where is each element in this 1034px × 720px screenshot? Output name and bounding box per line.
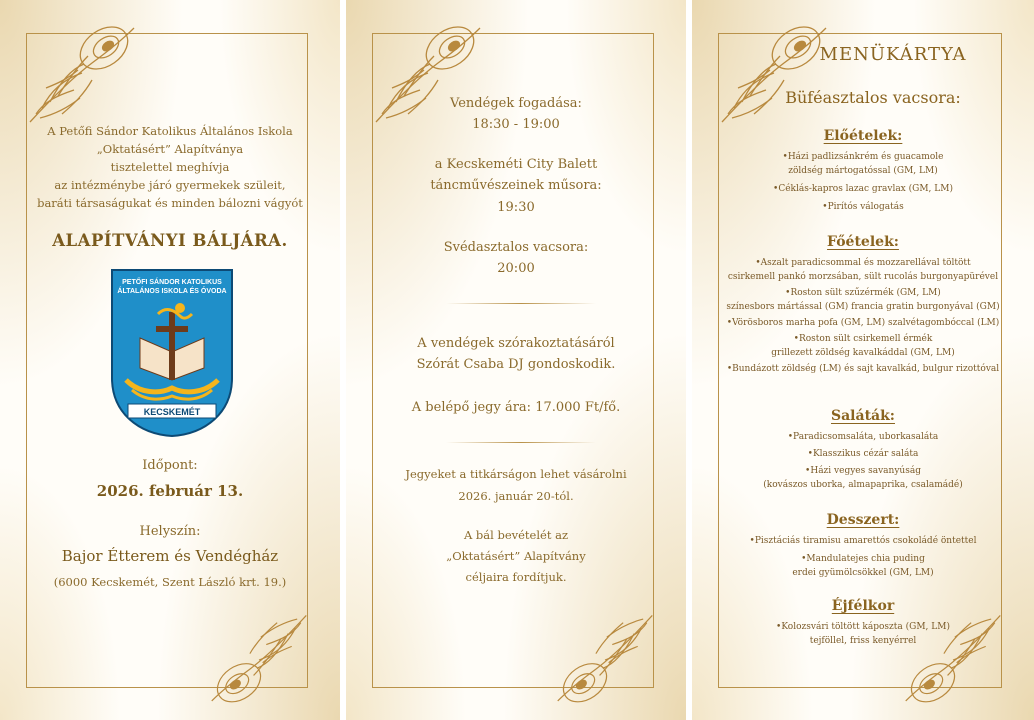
school-crest-icon bbox=[110, 268, 234, 438]
menu-item: •Házi padlizsánkrém és guacamole bbox=[782, 152, 944, 162]
reception-time: 18:30 - 19:00 bbox=[472, 117, 560, 132]
ballet-line: táncművészeinek műsora: bbox=[430, 178, 602, 193]
mains-list bbox=[692, 256, 1034, 376]
menu-item: (kovászos uborka, almapaprika, csalamádé) bbox=[763, 480, 963, 490]
menu-item: tejföllel, friss kenyérrel bbox=[809, 636, 917, 646]
venue-name: Bajor Étterem és Vendégház bbox=[61, 547, 279, 565]
menu-item: grillezett zöldség kavalkáddal (GM, LM) bbox=[771, 348, 955, 358]
menu-item: •Pisztáciás tiramisu amarettós csokoládé öntettel bbox=[749, 536, 977, 546]
peacock-feather-icon bbox=[22, 18, 142, 128]
divider bbox=[446, 442, 596, 443]
menu-item: •Pirítós válogatás bbox=[822, 202, 904, 212]
menu-item: erdei gyümölcsökkel (GM, LM) bbox=[792, 568, 934, 578]
program-panel bbox=[346, 0, 686, 720]
menu-item: •Paradicsomsaláta, uborkasaláta bbox=[787, 432, 939, 442]
dinner-time: 20:00 bbox=[497, 261, 535, 276]
salads-list bbox=[692, 430, 1034, 492]
menu-item: •Klasszikus cézár saláta bbox=[807, 449, 919, 459]
section-heading: Saláták: bbox=[831, 408, 895, 424]
section-heading: Főételek: bbox=[827, 234, 899, 250]
intro-line: A Petőfi Sándor Katolikus Általános Iskola bbox=[47, 124, 293, 138]
tickets-line: 2026. január 20-tól. bbox=[458, 489, 574, 503]
dj-line: Szórát Csaba DJ gondoskodik. bbox=[416, 357, 616, 372]
place-label: Helyszín: bbox=[139, 524, 201, 539]
menu-item: •Roston sült csirkemell érmék bbox=[793, 334, 933, 344]
menu-item: •Roston sült szűzérmék (GM, LM) bbox=[785, 288, 941, 298]
menu-item: •Vörösboros marha pofa (GM, LM) szalvétagombóccal (LM) bbox=[726, 318, 1000, 328]
crest-text: ÁLTALÁNOS ISKOLA ÉS ÓVODA bbox=[117, 288, 227, 295]
crest-text: PETŐFI SÁNDOR KATOLIKUS bbox=[122, 279, 222, 286]
proceeds-line: A bál bevételét az bbox=[463, 528, 569, 542]
menu-item: •Kolozsvári töltött káposzta (GM, LM) bbox=[776, 622, 950, 632]
divider bbox=[446, 303, 596, 304]
menu-item: •Céklás-kapros lazac gravlax (GM, LM) bbox=[773, 184, 953, 194]
ticket-price: A belépő jegy ára: 17.000 Ft/fő. bbox=[411, 400, 621, 415]
menu-item: színesbors mártással (GM) francia gratin burgonyával (GM) bbox=[726, 302, 1000, 312]
starters-list bbox=[692, 150, 1034, 214]
ballet-line: a Kecskeméti City Balett bbox=[434, 157, 598, 172]
event-date: 2026. február 13. bbox=[96, 482, 244, 500]
menu-subtitle: Büféasztalos vacsora: bbox=[785, 88, 961, 107]
crest-text: KECSKEMÉT bbox=[143, 407, 201, 417]
dessert-list bbox=[692, 534, 1034, 580]
reception-label: Vendégek fogadása: bbox=[450, 96, 582, 111]
invitation-intro bbox=[0, 122, 340, 212]
menu-item: zöldség mártogatóssal (GM, LM) bbox=[788, 166, 938, 176]
intro-line: „Oktatásért” Alapítványa bbox=[96, 142, 244, 156]
dinner-label: Svédasztalos vacsora: bbox=[443, 240, 589, 255]
tickets-line: Jegyeket a titkárságon lehet vásárolni bbox=[405, 467, 627, 481]
dj-line: A vendégek szórakoztatásáról bbox=[417, 336, 615, 351]
ballet-time: 19:30 bbox=[497, 200, 535, 215]
time-label: Időpont: bbox=[142, 458, 198, 473]
midnight-list bbox=[692, 620, 1034, 648]
menu-panel bbox=[692, 0, 1034, 720]
peacock-feather-icon bbox=[550, 610, 660, 710]
invitation-panel bbox=[0, 0, 340, 720]
menu-item: •Aszalt paradicsommal és mozzarellával töltött bbox=[755, 258, 971, 268]
peacock-feather-icon bbox=[714, 18, 834, 128]
section-heading: Éjfélkor bbox=[831, 598, 895, 614]
intro-line: az intézménybe járó gyermekek szüleit, bbox=[54, 178, 286, 192]
menu-item: •Házi vegyes savanyúság bbox=[805, 466, 921, 476]
intro-line: baráti társaságukat és minden bálozni vágyót bbox=[37, 196, 303, 210]
venue-address: (6000 Kecskemét, Szent László krt. 19.) bbox=[53, 575, 287, 589]
intro-line: tisztelettel meghívja bbox=[110, 160, 230, 174]
event-title: ALAPÍTVÁNYI BÁLJÁRA. bbox=[52, 231, 288, 250]
menu-item: •Bundázott zöldség (LM) és sajt kavalkád, bulgur rizottóval bbox=[726, 364, 1000, 374]
section-heading: Előételek: bbox=[823, 128, 903, 144]
menu-item: csirkemell pankó morzsában, sült rucolás burgonyapürével bbox=[727, 272, 999, 282]
menu-item: •Mandulatejes chia puding bbox=[801, 554, 925, 564]
proceeds-line: „Oktatásért” Alapítvány bbox=[446, 549, 586, 563]
peacock-feather-icon bbox=[204, 610, 314, 710]
menu-title: MENÜKÁRTYA bbox=[819, 44, 967, 65]
section-heading: Desszert: bbox=[826, 512, 900, 528]
proceeds-line: céljaira fordítjuk. bbox=[465, 570, 567, 584]
